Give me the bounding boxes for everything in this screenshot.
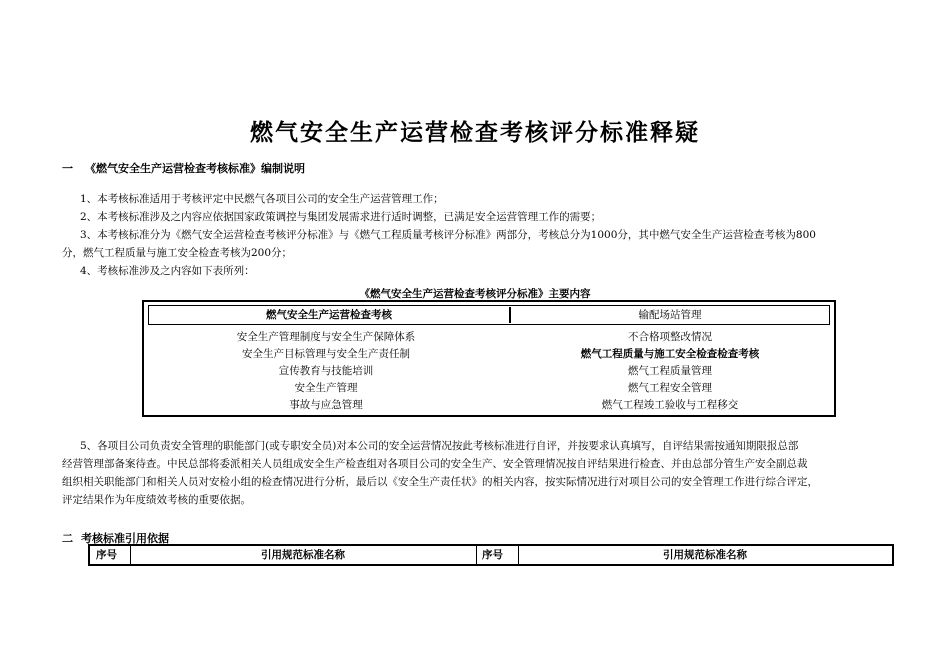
document-title: 燃气安全生产运营检查考核评分标准释疑 [250, 120, 700, 146]
paragraph-4: 4、考核标准涉及之内容如下表所列： [80, 265, 255, 277]
col-standard-name-2: 引用规范标准名称 [663, 549, 747, 561]
row-left: 事故与应急管理 [289, 399, 363, 411]
paragraph-3: 3、本考核标准分为《燃气安全运营检查考核评分标准》与《燃气工程质量考核评分标准》两部分，考核总分为1000分，其中燃气安全生产运营检查考核为800 [80, 229, 816, 241]
header-left: 燃气安全生产运营检查考核 [266, 309, 392, 321]
section-2-title: 考核标准引用依据 [81, 532, 169, 545]
col-standard-name-1: 引用规范标准名称 [261, 549, 345, 561]
table-row [148, 329, 830, 346]
paragraph-3-cont: 分，燃气工程质量与施工安全检查考核为200分； [62, 247, 293, 259]
row-right: 燃气工程安全管理 [628, 382, 712, 394]
content-table [142, 300, 836, 417]
row-left: 安全生产目标管理与安全生产责任制 [242, 348, 410, 360]
paragraph-5-line-1: 5、各项目公司负责安全管理的职能部门(或专职安全员)对本公司的安全运营情况按此考核标准进行自评，并按要求认真填写，自评结果需按通知期限报总部 [80, 440, 799, 452]
paragraph-2: 2、本考核标准涉及之内容应依据国家政策调控与集团发展需求进行适时调整，已满足安全运营管理工作的需要； [80, 211, 602, 223]
row-right: 不合格项整改情况 [628, 331, 712, 343]
paragraph-1: 1、本考核标准适用于考核评定中民燃气各项目公司的安全生产运营管理工作； [80, 193, 444, 205]
table-row [148, 397, 830, 414]
col-serial-2: 序号 [482, 549, 503, 561]
col-serial-1: 序号 [96, 549, 117, 561]
paragraph-5-line-4: 评定结果作为年度绩效考核的重要依据。 [62, 494, 251, 506]
table-row [148, 363, 830, 380]
reference-table-header [88, 544, 894, 566]
table-row [148, 380, 830, 397]
section-1-number: 一 [62, 162, 73, 175]
row-left: 宣传教育与技能培训 [278, 365, 374, 377]
section-1-title: 《燃气安全生产运营检查考核标准》编制说明 [85, 162, 305, 175]
row-right: 燃气工程竣工验收与工程移交 [601, 399, 739, 411]
row-left: 安全生产管理制度与安全生产保障体系 [236, 331, 416, 343]
paragraph-5-line-2: 经营管理部备案待查。中民总部将委派相关人员组成安全生产检查组对各项目公司的安全生产、安全管理情况按自评结果进行检查、并由总部分管生产安全副总裁 [62, 458, 808, 470]
table-row [148, 346, 830, 363]
table-header [148, 305, 830, 325]
section-1-heading [62, 160, 305, 176]
table-caption: 《燃气安全生产运营检查考核评分标准》主要内容 [359, 288, 591, 300]
row-right: 燃气工程质量管理 [628, 365, 712, 377]
row-right: 燃气工程质量与施工安全检查检查考核 [580, 348, 760, 360]
row-left: 安全生产管理 [294, 382, 358, 394]
header-right: 输配场站管理 [638, 309, 702, 321]
paragraph-5-line-3: 组织相关职能部门和相关人员对安检小组的检查情况进行分析，最后以《安全生产责任状》的相关内容，按实际情况进行对项目公司的安全管理工作进行综合评定， [62, 476, 818, 488]
section-2-number: 二 [62, 532, 73, 545]
col-divider [476, 546, 477, 564]
